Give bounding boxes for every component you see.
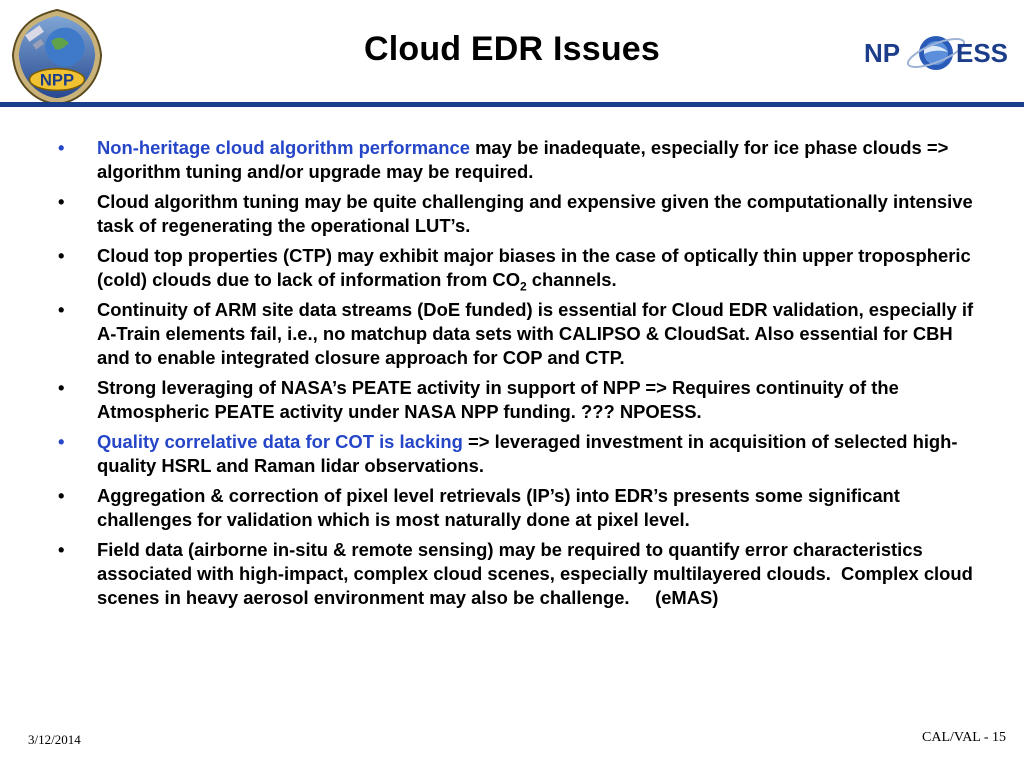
footer-date: 3/12/2014 <box>28 732 81 747</box>
bullet-item <box>58 430 982 478</box>
bullet-text-after: channels. <box>526 269 617 290</box>
bullet-item <box>58 376 982 424</box>
bullet-text: Aggregation & correction of pixel level retrievals (IP’s) into EDR’s presents some significant challenges for validation which is most naturally done at pixel level. <box>97 485 900 530</box>
slide-header <box>0 0 1024 110</box>
bullet-list <box>58 136 982 616</box>
bullet-item <box>58 136 982 184</box>
bullet-marker: • <box>58 299 65 320</box>
subscript-2: 2 <box>520 279 527 294</box>
header-rule <box>0 102 1024 107</box>
bullet-text: Field data (airborne in-situ & remote sensing) may be required to quantify error characteristics associated with high-impact, complex cloud scenes, especially multilayered clouds. Complex cloud scenes in heavy aerosol environment may also be challenge. (eMAS) <box>97 539 978 608</box>
bullet-text: may be inadequate, especially for ice phase clouds => algorithm tuning and/or upgrade may be required. <box>97 137 949 182</box>
bullet-marker: • <box>58 137 65 158</box>
bullet-item <box>58 484 982 532</box>
bullet-highlight: Non-heritage cloud algorithm performance <box>97 137 470 158</box>
bullet-item <box>58 538 982 610</box>
bullet-item <box>58 190 982 238</box>
npp-logo-text: NPP <box>39 70 75 90</box>
bullet-text: Continuity of ARM site data streams (DoE funded) is essential for Cloud EDR validation, especially if A-Train elements fail, i.e., no matchup data sets with CALIPSO & CloudSat. Also essential for CBH and to enable integrated closure approach for COP and CTP. <box>97 299 974 368</box>
bullet-marker: • <box>58 431 65 452</box>
bullet-marker: • <box>58 539 65 560</box>
bullet-text: => leveraged investment in acquisition of selected high-quality HSRL and Raman lidar observations. <box>97 431 958 476</box>
bullet-text: Cloud algorithm tuning may be quite challenging and expensive given the computationally intensive task of regenerating the operational LUT’s. <box>97 191 973 236</box>
page-title: Cloud EDR Issues <box>363 30 661 68</box>
bullet-highlight: Quality correlative data for COT is lacking <box>97 431 463 452</box>
bullet-item <box>58 244 982 292</box>
bullet-text: Cloud top properties (CTP) may exhibit major biases in the case of optically thin upper tropospheric (cold) clouds due to lack of information from CO <box>97 245 971 290</box>
npoess-logo <box>862 18 1012 84</box>
bullet-marker: • <box>58 245 65 266</box>
npoess-logo-left-text: NP <box>864 38 901 68</box>
npoess-logo-right-text: ESS <box>956 38 1009 68</box>
bullet-marker: • <box>58 191 65 212</box>
footer-page-number: CAL/VAL - 15 <box>922 730 1006 745</box>
bullet-text: Strong leveraging of NASA’s PEATE activity in support of NPP => Requires continuity of the Atmospheric PEATE activity under NASA NPP funding. ??? NPOESS. <box>97 377 899 422</box>
bullet-item <box>58 298 982 370</box>
bullet-marker: • <box>58 377 65 398</box>
bullet-marker: • <box>58 485 65 506</box>
